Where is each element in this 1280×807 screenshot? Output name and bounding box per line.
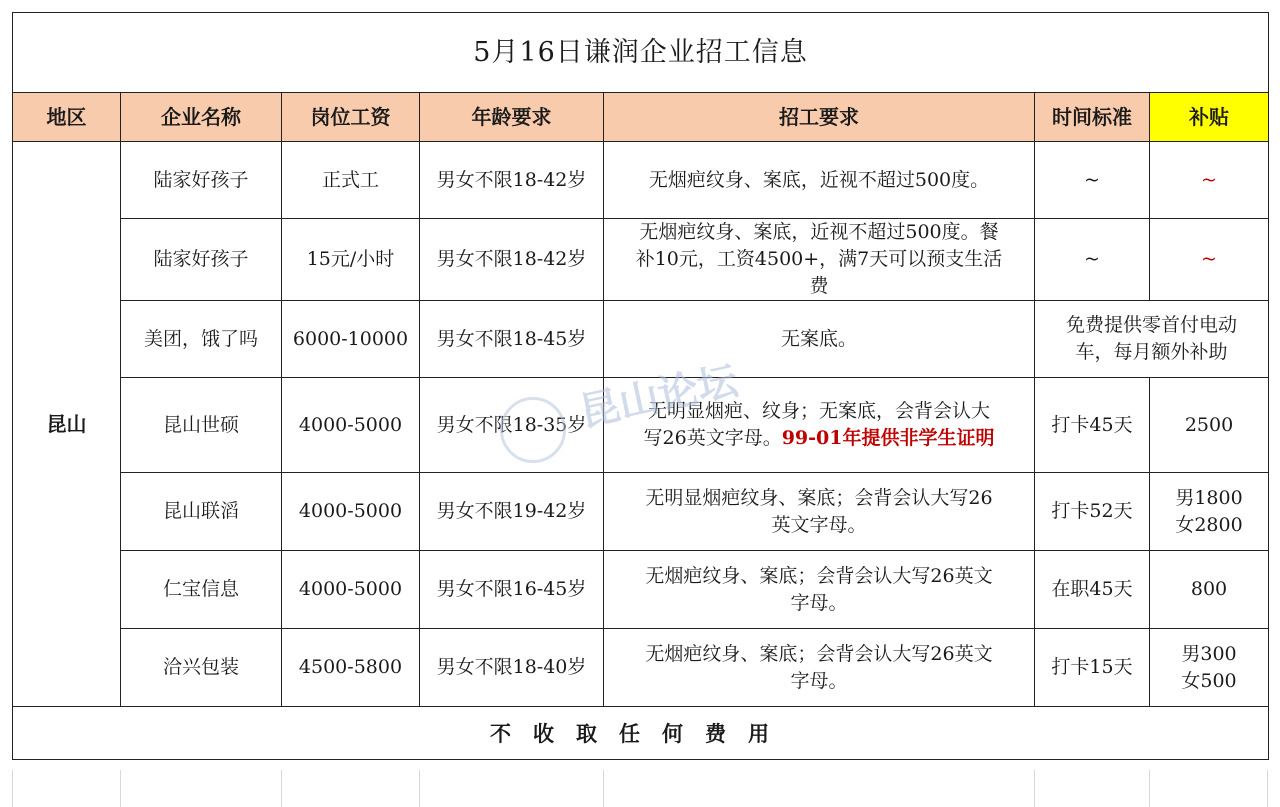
requirements-line: 无烟疤纹身、案底；会背会认大写26英文 xyxy=(645,642,993,665)
requirements-text: 写26英文字母。 xyxy=(643,427,782,449)
recruitment-sheet xyxy=(12,12,1268,760)
footer-note: 不收取任何费用 xyxy=(13,707,1269,760)
time-cell: 在职45天 xyxy=(1035,551,1150,629)
time-subsidy-line: 车，每月额外补助 xyxy=(1075,341,1228,363)
company-cell: 洽兴包装 xyxy=(121,629,282,707)
salary-cell: 4000-5000 xyxy=(282,378,420,473)
age-cell: 男女不限16-45岁 xyxy=(420,551,604,629)
company-cell: 陆家好孩子 xyxy=(121,219,282,301)
table-row xyxy=(13,301,1269,378)
requirements-line: 字母。 xyxy=(790,591,848,614)
requirements-line: 字母。 xyxy=(790,669,848,692)
header-age: 年龄要求 xyxy=(420,93,604,142)
table-row xyxy=(13,378,1269,473)
subsidy-cell: 2500 xyxy=(1150,378,1269,473)
requirements-line: 无明显烟疤纹身、案底；会背会认大写26 xyxy=(645,486,993,509)
company-cell: 昆山世硕 xyxy=(121,378,282,473)
requirements-cell xyxy=(604,551,1035,629)
salary-cell: 4000-5000 xyxy=(282,473,420,551)
table-row xyxy=(13,473,1269,551)
time-subsidy-line: 免费提供零首付电动 xyxy=(1065,314,1237,336)
table-row xyxy=(13,629,1269,707)
salary-cell: 6000-10000 xyxy=(282,301,420,378)
requirements-line: 无烟疤纹身、案底，近视不超过500度。餐 xyxy=(639,221,999,243)
sheet-title: 5月16日谦润企业招工信息 xyxy=(13,13,1269,93)
salary-cell: 15元/小时 xyxy=(282,219,420,301)
age-cell: 男女不限19-42岁 xyxy=(420,473,604,551)
recruitment-table xyxy=(12,12,1269,760)
subsidy-cell: ~ xyxy=(1150,142,1269,219)
age-cell: 男女不限18-45岁 xyxy=(420,301,604,378)
table-row xyxy=(13,142,1269,219)
header-row xyxy=(13,93,1269,142)
time-cell: 打卡52天 xyxy=(1035,473,1150,551)
requirements-cell xyxy=(604,629,1035,707)
header-region: 地区 xyxy=(13,93,121,142)
header-salary: 岗位工资 xyxy=(282,93,420,142)
subsidy-line: 女2800 xyxy=(1175,513,1243,536)
header-subsidy: 补贴 xyxy=(1150,93,1269,142)
age-cell: 男女不限18-40岁 xyxy=(420,629,604,707)
time-cell: ~ xyxy=(1035,219,1150,301)
requirements-line-2 xyxy=(608,425,1030,452)
table-row xyxy=(13,219,1269,301)
watermark-text: 昆山论坛 xyxy=(575,357,742,437)
requirements-cell: 无案底。 xyxy=(604,301,1035,378)
company-cell: 陆家好孩子 xyxy=(121,142,282,219)
time-cell: 打卡15天 xyxy=(1035,629,1150,707)
requirements-line: 费 xyxy=(809,275,829,297)
header-company: 企业名称 xyxy=(121,93,282,142)
header-time: 时间标准 xyxy=(1035,93,1150,142)
time-subsidy-cell xyxy=(1035,301,1269,378)
requirements-cell: 无烟疤纹身、案底，近视不超过500度。 xyxy=(604,142,1035,219)
requirements-cell xyxy=(604,219,1035,301)
requirements-line: 补10元，工资4500+，满7天可以预支生活 xyxy=(635,248,1003,270)
company-cell: 仁宝信息 xyxy=(121,551,282,629)
time-cell: ~ xyxy=(1035,142,1150,219)
table-row xyxy=(13,551,1269,629)
company-cell: 昆山联滔 xyxy=(121,473,282,551)
requirements-line: 无明显烟疤、纹身；无案底，会背会认大 xyxy=(647,400,990,422)
subsidy-line: 男300 xyxy=(1181,642,1237,665)
time-cell: 打卡45天 xyxy=(1035,378,1150,473)
age-cell: 男女不限18-42岁 xyxy=(420,219,604,301)
company-cell: 美团，饿了吗 xyxy=(121,301,282,378)
subsidy-cell: 800 xyxy=(1150,551,1269,629)
subsidy-cell: ~ xyxy=(1150,219,1269,301)
requirements-line: 英文字母。 xyxy=(771,513,867,536)
spreadsheet-gridlines xyxy=(12,770,1268,807)
header-requirements: 招工要求 xyxy=(604,93,1035,142)
salary-cell: 4000-5000 xyxy=(282,551,420,629)
subsidy-cell xyxy=(1150,629,1269,707)
requirements-line: 无烟疤纹身、案底；会背会认大写26英文 xyxy=(645,564,993,587)
subsidy-line: 女500 xyxy=(1181,669,1237,692)
requirements-highlight: 99-01年提供非学生证明 xyxy=(781,427,995,449)
age-cell: 男女不限18-42岁 xyxy=(420,142,604,219)
age-cell: 男女不限18-35岁 xyxy=(420,378,604,473)
subsidy-cell xyxy=(1150,473,1269,551)
salary-cell: 4500-5800 xyxy=(282,629,420,707)
region-cell: 昆山 xyxy=(13,142,121,707)
requirements-cell xyxy=(604,378,1035,473)
requirements-cell xyxy=(604,473,1035,551)
subsidy-line: 男1800 xyxy=(1175,486,1243,509)
salary-cell: 正式工 xyxy=(282,142,420,219)
